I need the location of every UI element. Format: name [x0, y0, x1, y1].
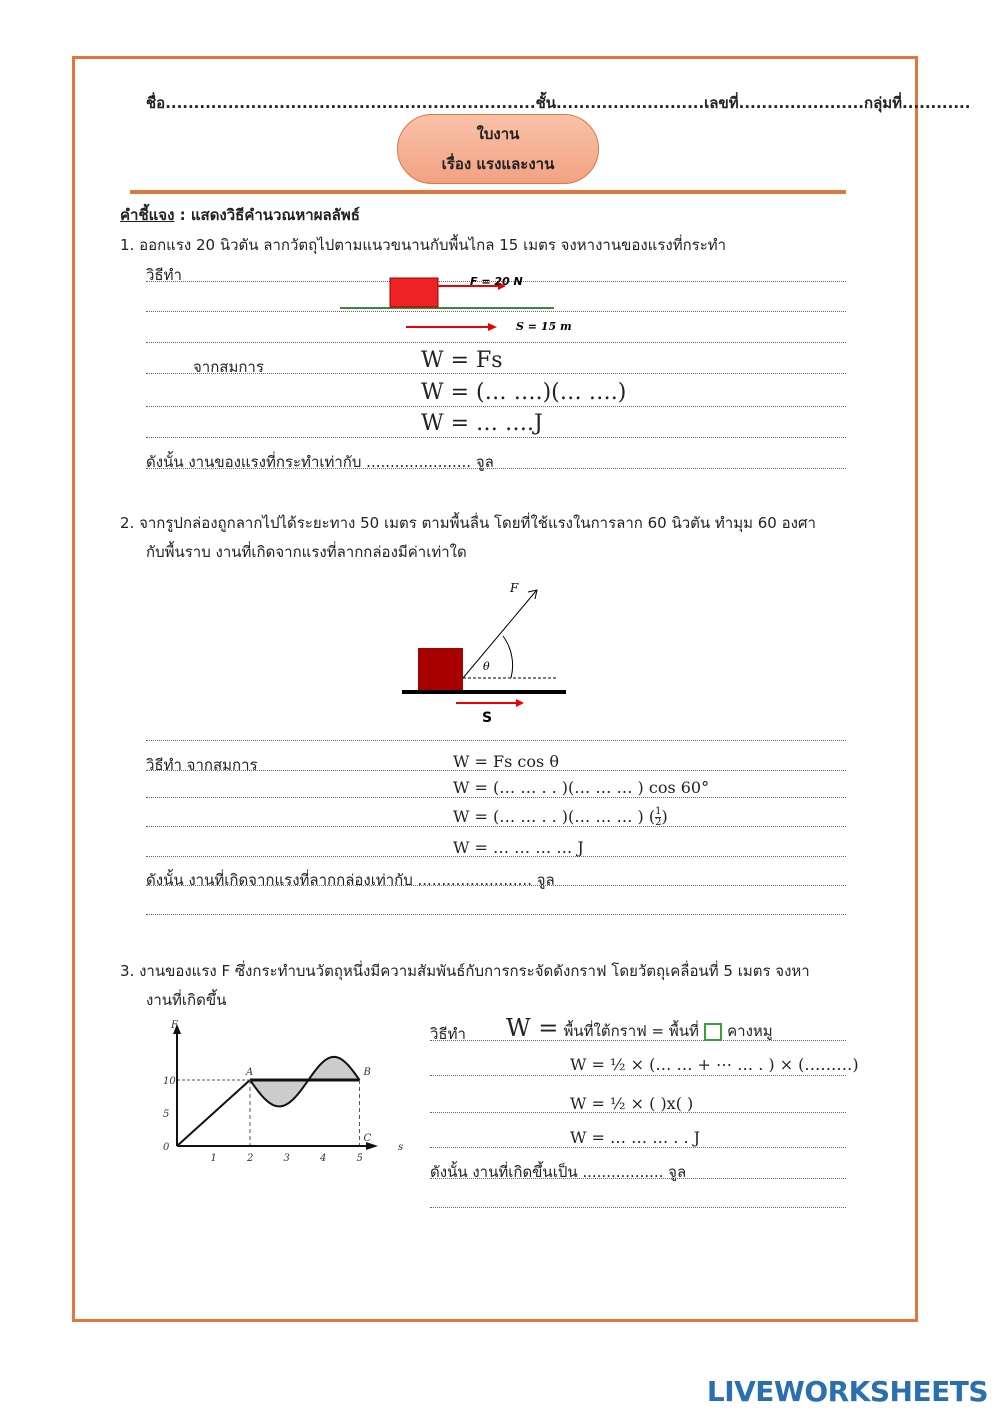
q2-question-2: กับพื้นราบ งานที่เกิดจากแรงที่ลากกล่องมีค่าเท่าใด — [146, 543, 467, 561]
q1-question: 1. ออกแรง 20 นิวตัน ลากวัตถุไปตามแนวขนานกับพื้นไกล 15 เมตร จงหางานของแรงที่กระทำ — [120, 236, 727, 254]
instructions-label: คำชี้แจง — [120, 206, 175, 224]
q1-eq2[interactable]: W = (… ….)(… ….) — [421, 380, 627, 405]
q2-eq3[interactable]: W = (… … . . )(… … … ) ( $\frac{1}{2}$ ) — [453, 806, 668, 828]
answer-line[interactable] — [146, 406, 846, 407]
q2-question: 2. จากรูปกล่องถูกลากไปได้ระยะทาง 50 เมตร ตามพื้นลื่น โดยที่ใช้แรงในการลาก 60 นิวตัน ทำมุม 60 องศา — [120, 514, 816, 532]
point-label-C: C — [363, 1133, 372, 1144]
q1-method: วิธีทำ — [146, 266, 182, 284]
q3-method: วิธีทำ — [430, 1025, 466, 1043]
fraction-denominator: 2 — [655, 817, 662, 828]
answer-line[interactable] — [146, 437, 846, 438]
answer-line[interactable] — [430, 1147, 846, 1148]
box — [418, 648, 463, 690]
answer-line[interactable] — [146, 914, 846, 915]
box — [390, 278, 438, 307]
force-displacement-chart — [160, 1020, 410, 1170]
name-label: ชื่อ................................................................. — [146, 94, 536, 112]
force-vector — [463, 591, 536, 678]
q3-eq1-shape: คางหมู — [727, 1022, 773, 1040]
name-field[interactable] — [146, 91, 970, 115]
force-label: F — [510, 581, 519, 595]
q3-eq1 — [506, 1014, 773, 1043]
q3-eq1-text: พื้นที่ใต้กราฟ = พื้นที่ — [563, 1022, 699, 1040]
q3-answer[interactable]: ดังนั้น งานที่เกิดขึ้นเป็น ................. จูล — [430, 1163, 687, 1181]
q1-eq1: W = Fs — [421, 348, 503, 373]
group-label: กลุ่มที่............ — [864, 94, 971, 112]
shaded-area — [250, 1057, 360, 1107]
y-tick-label: 10 — [163, 1076, 176, 1087]
instructions — [120, 203, 360, 227]
q1-from-equation: จากสมการ — [193, 358, 264, 376]
series-line — [177, 1080, 250, 1146]
angle-arc — [503, 636, 513, 678]
answer-line[interactable] — [146, 342, 846, 343]
shape-answer-box[interactable] — [704, 1023, 722, 1041]
fraction-numerator: 1 — [655, 806, 662, 817]
title-badge — [397, 114, 599, 184]
q2-answer[interactable]: ดังนั้น งานที่เกิดจากแรงที่ลากกล่องเท่ากับ ........................ จูล — [146, 871, 555, 889]
q2-eq4[interactable]: W = … … … … J — [453, 838, 584, 857]
y-axis-label: F — [171, 1020, 178, 1031]
answer-line[interactable] — [146, 740, 846, 741]
q3-eq2[interactable]: W = ½ × (… … + ⋯ … . ) × (………) — [570, 1055, 859, 1074]
q2-diagram — [398, 576, 578, 726]
distance-label: S — [482, 710, 493, 726]
y-tick-label: 5 — [163, 1109, 170, 1120]
answer-line[interactable] — [430, 1075, 846, 1076]
y-tick-label: 0 — [163, 1142, 170, 1153]
q2-eq1: W = Fs cos θ — [453, 752, 559, 771]
q1-answer[interactable]: ดังนั้น งานของแรงที่กระทำเท่ากับ ...................... จูล — [146, 453, 494, 471]
force-label: F = 20 N — [470, 275, 523, 288]
q3-question: 3. งานของแรง F ซึ่งกระทำบนวัตถุหนึ่งมีความสัมพันธ์กับการกระจัดดังกราฟ โดยวัตถุเคลื่อนที่ 5 เมตร จงหา — [120, 962, 810, 980]
q3-eq4[interactable]: W = … … … . . J — [570, 1128, 701, 1147]
q1-diagram — [338, 270, 588, 340]
q3-question-2: งานที่เกิดขึ้น — [146, 991, 227, 1009]
q2-eq3-text: W = (… … . . )(… … … ) — [453, 807, 644, 826]
point-label-A: A — [246, 1067, 254, 1078]
distance-label: S = 15 m — [516, 320, 572, 333]
angle-label: θ — [483, 660, 490, 673]
x-tick-label: 5 — [356, 1153, 363, 1164]
x-tick-label: 4 — [320, 1153, 327, 1164]
q2-method: วิธีทำ จากสมการ — [146, 756, 258, 774]
number-label: เลขที่...................... — [704, 94, 864, 112]
q3-eq1-w: W = — [506, 1014, 559, 1042]
title-line1: ใบงาน — [476, 125, 520, 143]
answer-line[interactable] — [430, 1207, 846, 1208]
q2-eq2[interactable]: W = (… … . . )(… … … ) cos 60° — [453, 778, 710, 797]
x-tick-label: 1 — [210, 1153, 217, 1164]
x-axis-label: s — [398, 1142, 404, 1153]
q1-eq3[interactable]: W = … ….J — [421, 411, 543, 436]
title-line2: เรื่อง แรงและงาน — [441, 155, 555, 173]
liveworksheets-logo: LIVEWORKSHEETS — [706, 1375, 988, 1408]
divider — [130, 190, 846, 194]
point-label-B: B — [363, 1067, 371, 1078]
x-tick-label: 2 — [247, 1153, 254, 1164]
x-tick-label: 3 — [283, 1153, 290, 1164]
answer-line[interactable] — [146, 797, 846, 798]
q3-eq3[interactable]: W = ½ × ( )x( ) — [570, 1094, 694, 1113]
class-label: ชั้น.......................... — [535, 94, 705, 112]
instructions-text: : แสดงวิธีคำนวณหาผลลัพธ์ — [174, 206, 360, 224]
